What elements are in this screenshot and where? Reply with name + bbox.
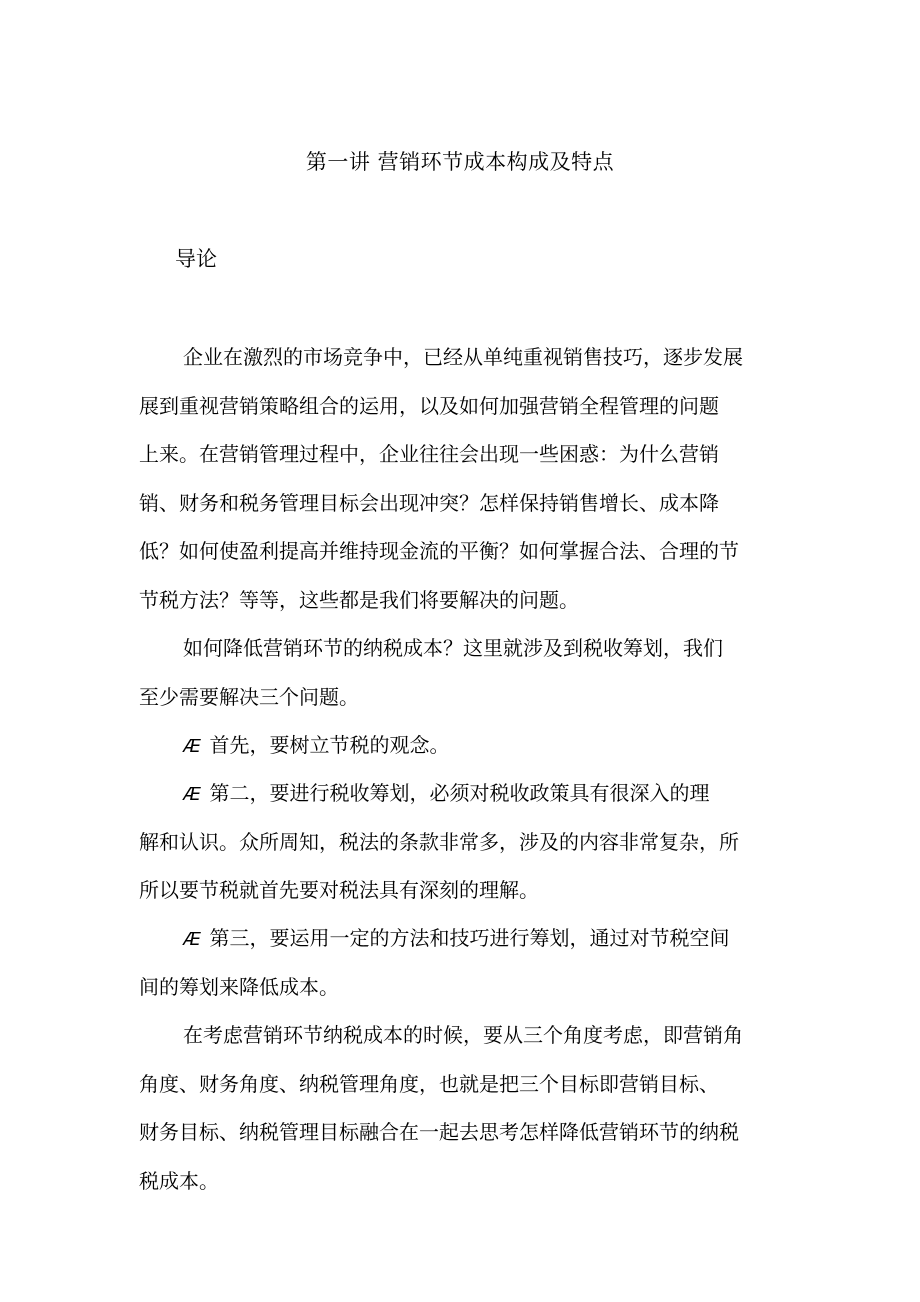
- text-line: 第二，要进行税收筹划，必须对税收政策具有很深入的理: [209, 781, 710, 805]
- text-line: 角度、财务角度、纳税管理角度，也就是把三个目标即营销目标、: [139, 1071, 719, 1096]
- text-line: 上来。在营销管理过程中，企业往往会出现一些困惑：为什么营销: [139, 442, 719, 466]
- section-heading: 导论: [175, 247, 217, 271]
- text-line: 所以要节税就首先要对税法具有深刻的理解。: [139, 878, 539, 902]
- bullet-marker: Æ: [183, 736, 200, 757]
- bullet-item-second: [139, 769, 791, 915]
- text-line: 首先，要树立节税的观念。: [209, 733, 450, 757]
- text-line: 至少需要解决三个问题。: [139, 684, 359, 709]
- bullet-item-first: [139, 721, 791, 770]
- text-line: 低？如何使盈利提高并维持现金流的平衡？如何掌握合法、合理的节: [139, 539, 739, 563]
- text-line: 展到重视营销策略组合的运用，以及如何加强营销全程管理的问题: [139, 393, 719, 418]
- text-line: 间的筹划来降低成本。: [139, 974, 339, 999]
- bullet-line: [139, 721, 791, 770]
- bullet-line: [139, 769, 791, 818]
- text-line: 税成本。: [139, 1168, 219, 1193]
- bullet-marker: Æ: [183, 784, 200, 805]
- text-line: 企业在激烈的市场竞争中，已经从单纯重视销售技巧，逐步发展: [183, 345, 743, 369]
- text-line: 在考虑营销环节纳税成本的时候，要从三个角度考虑，即营销角: [183, 1023, 743, 1047]
- paragraph-question: [139, 624, 791, 721]
- text-line: 财务目标、纳税管理目标融合在一起去思考怎样降低营销环节的纳税: [139, 1120, 739, 1144]
- text-line: 第三，要运用一定的方法和技巧进行筹划，通过对节税空间: [209, 926, 730, 950]
- text-line: 节税方法？等等，这些都是我们将要解决的问题。: [139, 587, 579, 612]
- paragraph-intro: [139, 333, 791, 624]
- bullet-marker: Æ: [183, 929, 200, 950]
- text-line: 销、财务和税务管理目标会出现冲突？怎样保持销售增长、成本降: [139, 490, 719, 515]
- text-line: 解和认识。众所周知，税法的条款非常多，涉及的内容非常复杂，所: [139, 829, 739, 854]
- page-title: 第一讲 营销环节成本构成及特点: [305, 150, 615, 174]
- bullet-line: [139, 914, 791, 963]
- text-line: 如何降低营销环节的纳税成本？这里就涉及到税收筹划，我们: [183, 636, 723, 660]
- bullet-item-third: [139, 914, 791, 1011]
- paragraph-conclusion: [139, 1011, 791, 1205]
